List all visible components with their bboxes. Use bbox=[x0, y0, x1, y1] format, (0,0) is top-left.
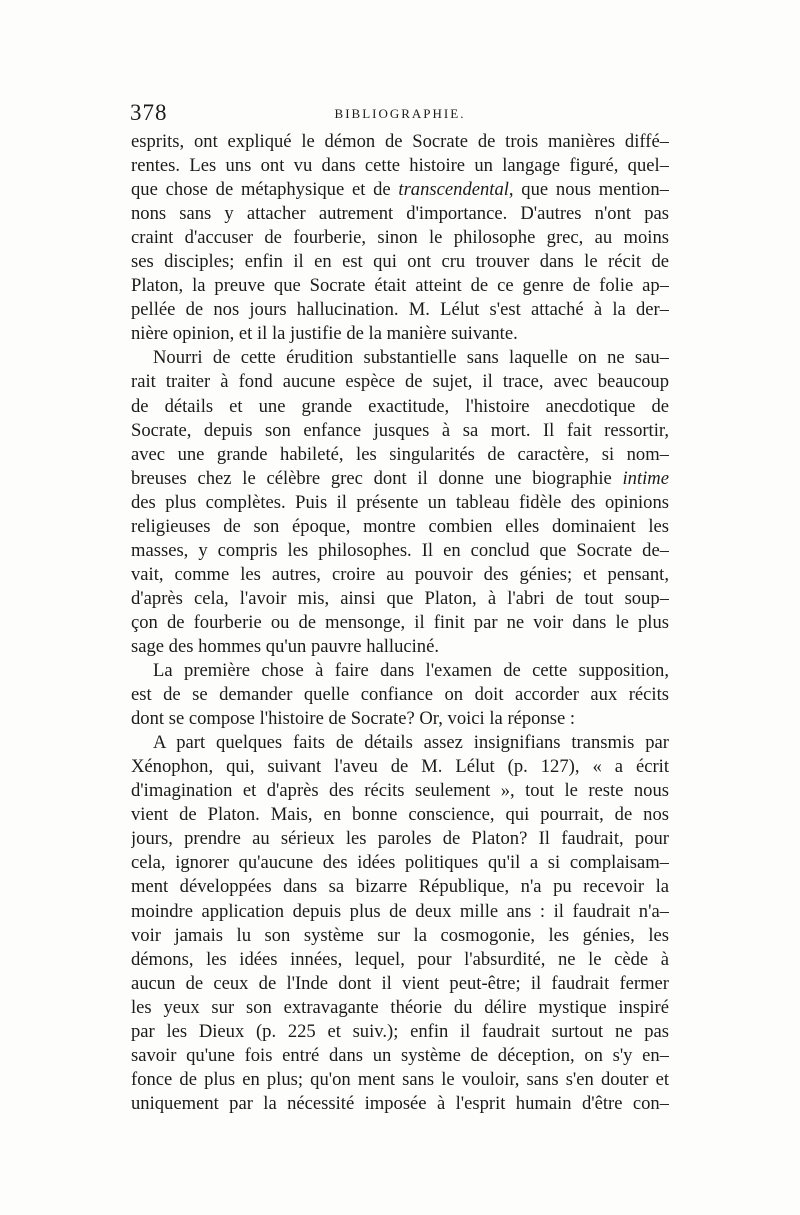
text-line: moindre application depuis plus de deux mille ans : il faudrait n'a– bbox=[131, 900, 669, 922]
text-line: A part quelques faits de détails assez insignifians transmis par bbox=[153, 732, 669, 754]
text-line: savoir qu'une fois entré dans un système de déception, on s'y en– bbox=[131, 1044, 669, 1066]
text-line: par les Dieux (p. 225 et suiv.); enfin il faudrait surtout ne pas bbox=[131, 1020, 669, 1042]
text-line: est de se demander quelle confiance on doit accorder aux récits bbox=[131, 684, 669, 706]
text-line: masses, y compris les philosophes. Il en conclud que Socrate de– bbox=[131, 539, 669, 561]
text-line: que chose de métaphysique et de transcendental, que nous mention– bbox=[131, 179, 669, 201]
running-head: BIBLIOGRAPHIE. bbox=[334, 106, 466, 121]
text-line: dont se compose l'histoire de Socrate? Or, voici la réponse : bbox=[131, 708, 576, 730]
page-header bbox=[130, 100, 670, 128]
text-line: les yeux sur son extravagante théorie du délire mystique inspiré bbox=[131, 996, 669, 1018]
text-line: vait, comme les autres, croire au pouvoir des génies; et pensant, bbox=[131, 563, 669, 585]
text-line: démons, les idées innées, lequel, pour l'absurdité, ne le cède à bbox=[131, 948, 669, 970]
text-line: esprits, ont expliqué le démon de Socrate de trois manières diffé– bbox=[131, 131, 669, 152]
text-line: sage des hommes qu'un pauvre halluciné. bbox=[131, 635, 439, 657]
body-text bbox=[131, 130, 669, 1116]
text-line: pellée de nos jours hallucination. M. Lélut s'est attaché à la der– bbox=[131, 299, 669, 321]
text-line: Nourri de cette érudition substantielle sans laquelle on ne sau– bbox=[153, 347, 669, 369]
text-line: breuses chez le célèbre grec dont il donne une biographie intime bbox=[131, 467, 669, 489]
page-number: 378 bbox=[130, 100, 168, 125]
text-line: fonce de plus en plus; qu'on ment sans le vouloir, sans s'en douter et bbox=[131, 1068, 669, 1090]
text-line: rentes. Les uns ont vu dans cette histoire un langage figuré, quel– bbox=[131, 155, 669, 177]
text-line: çon de fourberie ou de mensonge, il finit par ne voir dans le plus bbox=[131, 611, 669, 633]
text-line: aucun de ceux de l'Inde dont il vient peut-être; il faudrait fermer bbox=[131, 972, 669, 994]
text-line: ment développées dans sa bizarre République, n'a pu recevoir la bbox=[131, 876, 669, 898]
text-line: uniquement par la nécessité imposée à l'esprit humain d'être con– bbox=[131, 1092, 669, 1114]
text-line: craint d'accuser de fourberie, sinon le philosophe grec, au moins bbox=[131, 227, 669, 249]
text-line: des plus complètes. Puis il présente un tableau fidèle des opinions bbox=[131, 491, 669, 513]
text-line: rait traiter à fond aucune espèce de sujet, il trace, avec beaucoup bbox=[131, 371, 669, 393]
text-line: religieuses de son époque, montre combien elles dominaient les bbox=[131, 515, 669, 537]
text-line: Platon, la preuve que Socrate était atteint de ce genre de folie ap– bbox=[131, 275, 669, 297]
text-line: ses disciples; enfin il en est qui ont cru trouver dans le récit de bbox=[131, 251, 669, 273]
text-line: La première chose à faire dans l'examen de cette supposition, bbox=[153, 660, 669, 682]
text-line: nons sans y attacher autrement d'importance. D'autres n'ont pas bbox=[131, 203, 669, 225]
text-line: jours, prendre au sérieux les paroles de Platon? Il faudrait, pour bbox=[131, 828, 669, 850]
text-line: Xénophon, qui, suivant l'aveu de M. Lélut (p. 127), « a écrit bbox=[131, 756, 669, 778]
text-line: voir jamais lu son système sur la cosmogonie, les génies, les bbox=[131, 924, 669, 946]
text-line: nière opinion, et il la justifie de la manière suivante. bbox=[131, 323, 518, 345]
text-line: Socrate, depuis son enfance jusques à sa mort. Il fait ressortir, bbox=[131, 419, 669, 441]
text-line: d'après cela, l'avoir mis, ainsi que Platon, à l'abri de tout soup– bbox=[131, 587, 669, 609]
text-line: de détails et une grande exactitude, l'histoire anecdotique de bbox=[131, 395, 669, 417]
text-line: avec une grande habileté, les singularités de caractère, si nom– bbox=[131, 443, 669, 465]
text-line: cela, ignorer qu'aucune des idées politiques qu'il a si complaisam– bbox=[131, 852, 669, 874]
text-line: vient de Platon. Mais, en bonne conscience, qui pourrait, de nos bbox=[131, 804, 669, 826]
text-line: d'imagination et d'après des récits seulement », tout le reste nous bbox=[131, 780, 669, 802]
